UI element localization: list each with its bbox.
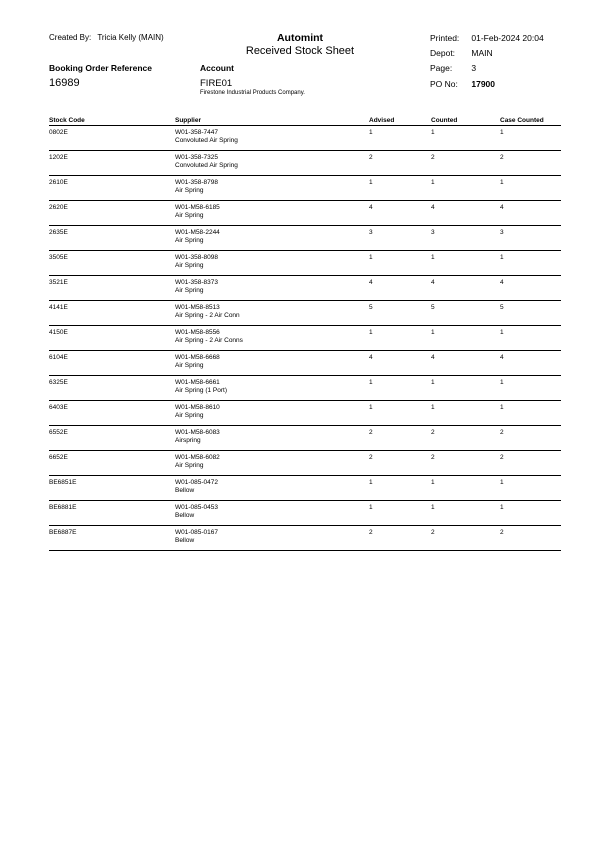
supplier-cell: [175, 351, 369, 376]
case-counted-cell: 1: [500, 251, 561, 276]
col-stock-code: Stock Code: [49, 114, 175, 126]
col-advised: Advised: [369, 114, 431, 126]
document-title: Received Stock Sheet: [245, 45, 355, 57]
counted-cell: 1: [431, 376, 500, 401]
advised-cell: 1: [369, 326, 431, 351]
supplier-cell: [175, 276, 369, 301]
stock-code-cell: 3505E: [49, 251, 175, 276]
advised-cell: 4: [369, 276, 431, 301]
counted-cell: 1: [431, 251, 500, 276]
stock-code-cell: 4150E: [49, 326, 175, 351]
supplier-part-number: W01-358-8798: [175, 179, 218, 186]
supplier-description: Convoluted Air Spring: [175, 137, 238, 144]
col-counted: Counted: [431, 114, 500, 126]
advised-cell: 1: [369, 176, 431, 201]
supplier-description: Air Spring: [175, 212, 204, 219]
case-counted-cell: 4: [500, 351, 561, 376]
supplier-cell: [175, 126, 369, 151]
stock-code-cell: 2620E: [49, 201, 175, 226]
stock-code-cell: 3521E: [49, 276, 175, 301]
table-row: [49, 251, 561, 276]
page-field: [430, 63, 476, 73]
po-value: 17900: [471, 79, 496, 89]
depot-field: [430, 48, 493, 58]
supplier-description: Air Spring (1 Port): [175, 387, 228, 394]
stock-code-cell: 6403E: [49, 401, 175, 426]
supplier-cell: [175, 501, 369, 526]
counted-cell: 1: [431, 176, 500, 201]
supplier-description: Air Spring: [175, 362, 204, 369]
supplier-part-number: W01-085-0472: [175, 479, 218, 486]
advised-cell: 4: [369, 351, 431, 376]
case-counted-cell: 2: [500, 451, 561, 476]
case-counted-cell: 1: [500, 501, 561, 526]
supplier-cell: [175, 301, 369, 326]
table-header-row: [49, 114, 561, 126]
created-by-label: Created By:: [49, 33, 92, 42]
supplier-part-number: W01-M58-8556: [175, 329, 220, 336]
supplier-cell: [175, 476, 369, 501]
case-counted-cell: 5: [500, 301, 561, 326]
created-by: [49, 33, 164, 42]
stock-code-cell: BE6887E: [49, 526, 175, 551]
supplier-part-number: W01-M58-8610: [175, 404, 220, 411]
account-value: FIRE01: [200, 78, 233, 89]
supplier-cell: [175, 526, 369, 551]
supplier-cell: [175, 151, 369, 176]
table-row: [49, 426, 561, 451]
supplier-description: Air Spring: [175, 287, 204, 294]
stock-code-cell: 2610E: [49, 176, 175, 201]
table-row: [49, 351, 561, 376]
counted-cell: 1: [431, 401, 500, 426]
supplier-part-number: W01-358-7325: [175, 154, 218, 161]
supplier-description: Air Spring: [175, 462, 204, 469]
counted-cell: 1: [431, 326, 500, 351]
supplier-part-number: W01-M58-8513: [175, 304, 220, 311]
case-counted-cell: 2: [500, 426, 561, 451]
supplier-description: Air Spring - 2 Air Conns: [175, 337, 243, 344]
supplier-part-number: W01-358-8098: [175, 254, 218, 261]
advised-cell: 2: [369, 426, 431, 451]
supplier-part-number: W01-085-0453: [175, 504, 218, 511]
table-row: [49, 326, 561, 351]
col-supplier: Supplier: [175, 114, 369, 126]
supplier-description: Airspring: [175, 437, 201, 444]
account-label: Account: [200, 63, 234, 73]
supplier-description: Bellow: [175, 537, 195, 544]
table-row: [49, 276, 561, 301]
table-row: [49, 151, 561, 176]
company-name: Automint: [276, 32, 324, 44]
po-label: PO No:: [430, 79, 458, 89]
stock-code-cell: 4141E: [49, 301, 175, 326]
supplier-part-number: W01-358-7447: [175, 129, 218, 136]
counted-cell: 5: [431, 301, 500, 326]
table-row: [49, 126, 561, 151]
supplier-part-number: W01-358-8373: [175, 279, 218, 286]
created-by-value: Tricia Kelly (MAIN): [97, 33, 164, 42]
advised-cell: 2: [369, 451, 431, 476]
col-case-counted: Case Counted: [500, 114, 561, 126]
supplier-part-number: W01-M58-2244: [175, 229, 220, 236]
supplier-part-number: W01-M58-6082: [175, 454, 220, 461]
supplier-cell: [175, 226, 369, 251]
table-row: [49, 476, 561, 501]
table-row: [49, 451, 561, 476]
case-counted-cell: 4: [500, 276, 561, 301]
stock-code-cell: 0802E: [49, 126, 175, 151]
advised-cell: 2: [369, 151, 431, 176]
table-row: [49, 226, 561, 251]
case-counted-cell: 1: [500, 126, 561, 151]
supplier-cell: [175, 451, 369, 476]
stock-code-cell: 1202E: [49, 151, 175, 176]
supplier-part-number: W01-M58-6668: [175, 354, 220, 361]
advised-cell: 1: [369, 501, 431, 526]
case-counted-cell: 4: [500, 201, 561, 226]
stock-code-cell: BE6851E: [49, 476, 175, 501]
supplier-description: Air Spring: [175, 187, 204, 194]
counted-cell: 1: [431, 501, 500, 526]
table-row: [49, 526, 561, 551]
stock-code-cell: BE6881E: [49, 501, 175, 526]
counted-cell: 2: [431, 151, 500, 176]
supplier-description: Air Spring - 2 Air Conn: [175, 312, 240, 319]
supplier-cell: [175, 376, 369, 401]
supplier-part-number: W01-085-0167: [175, 529, 218, 536]
advised-cell: 1: [369, 401, 431, 426]
case-counted-cell: 1: [500, 401, 561, 426]
advised-cell: 4: [369, 201, 431, 226]
supplier-part-number: W01-M58-6661: [175, 379, 220, 386]
case-counted-cell: 1: [500, 176, 561, 201]
supplier-cell: [175, 251, 369, 276]
table-row: [49, 376, 561, 401]
table-row: [49, 501, 561, 526]
supplier-description: Air Spring: [175, 262, 204, 269]
account-name: Firestone Industrial Products Company.: [200, 90, 305, 96]
table-row: [49, 401, 561, 426]
supplier-description: Convoluted Air Spring: [175, 162, 238, 169]
case-counted-cell: 2: [500, 151, 561, 176]
case-counted-cell: 1: [500, 326, 561, 351]
po-field: [430, 79, 495, 89]
counted-cell: 3: [431, 226, 500, 251]
supplier-cell: [175, 201, 369, 226]
supplier-part-number: W01-M58-6185: [175, 204, 220, 211]
counted-cell: 2: [431, 526, 500, 551]
printed-value: 01-Feb-2024 20:04: [471, 33, 544, 43]
supplier-description: Bellow: [175, 487, 195, 494]
table-row: [49, 201, 561, 226]
page-value: 3: [471, 63, 477, 73]
supplier-description: Air Spring: [175, 412, 204, 419]
stock-table-body: [49, 126, 561, 551]
stock-code-cell: 6104E: [49, 351, 175, 376]
advised-cell: 5: [369, 301, 431, 326]
supplier-description: Air Spring: [175, 237, 204, 244]
stock-table: [49, 114, 561, 551]
stock-code-cell: 6325E: [49, 376, 175, 401]
case-counted-cell: 1: [500, 476, 561, 501]
counted-cell: 4: [431, 351, 500, 376]
booking-order-value: 16989: [49, 77, 80, 89]
table-row: [49, 176, 561, 201]
supplier-cell: [175, 401, 369, 426]
stock-code-cell: 6652E: [49, 451, 175, 476]
depot-label: Depot:: [430, 48, 456, 58]
advised-cell: 1: [369, 126, 431, 151]
case-counted-cell: 2: [500, 526, 561, 551]
supplier-cell: [175, 426, 369, 451]
table-row: [49, 301, 561, 326]
advised-cell: 3: [369, 226, 431, 251]
booking-order-label: Booking Order Reference: [49, 63, 152, 73]
advised-cell: 1: [369, 376, 431, 401]
depot-value: MAIN: [471, 48, 493, 58]
case-counted-cell: 1: [500, 376, 561, 401]
advised-cell: 1: [369, 476, 431, 501]
supplier-cell: [175, 176, 369, 201]
supplier-cell: [175, 326, 369, 351]
advised-cell: 1: [369, 251, 431, 276]
supplier-part-number: W01-M58-6083: [175, 429, 220, 436]
stock-code-cell: 2635E: [49, 226, 175, 251]
printed-field: [430, 33, 544, 43]
stock-code-cell: 6552E: [49, 426, 175, 451]
counted-cell: 2: [431, 426, 500, 451]
printed-label: Printed:: [430, 33, 460, 43]
supplier-description: Bellow: [175, 512, 195, 519]
case-counted-cell: 3: [500, 226, 561, 251]
advised-cell: 2: [369, 526, 431, 551]
counted-cell: 1: [431, 476, 500, 501]
page-label: Page:: [430, 63, 453, 73]
counted-cell: 2: [431, 451, 500, 476]
counted-cell: 1: [431, 126, 500, 151]
counted-cell: 4: [431, 201, 500, 226]
counted-cell: 4: [431, 276, 500, 301]
